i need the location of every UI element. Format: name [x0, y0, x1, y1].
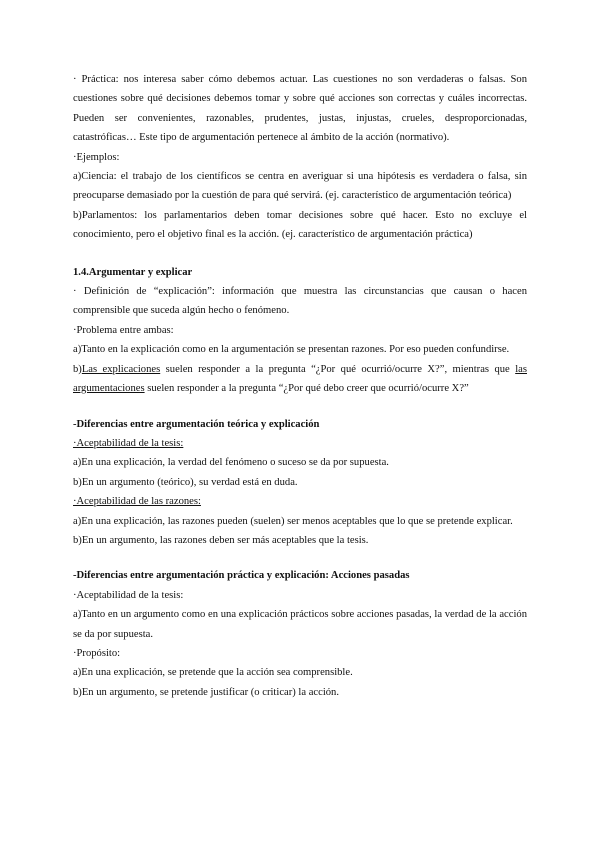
ejemplo-b: b)Parlamentos: los parlamentarios deben tomar decisiones sobre qué hacer. Esto no excluye el conocimiento, pero el objetivo final es la acción. (ej. característico de argumentación práctica): [73, 209, 527, 241]
underlined-explicaciones: Las explicaciones: [81, 363, 161, 375]
tesis-label-2: ·Aceptabilidad de la tesis:: [73, 589, 184, 601]
spacer: [73, 550, 527, 566]
proposito-a: a)En una explicación, se pretende que la acción sea comprensible.: [73, 667, 353, 679]
proposito-label: ·Propósito:: [73, 647, 121, 659]
razones-label: ·Aceptabilidad de las razones:: [73, 496, 201, 508]
problema-b-end: suelen responder a la pregunta “¿Por qué debo creer que ocurrió/ocurre X?”: [144, 383, 469, 395]
problema-a: a)Tanto en la explicación como en la argumentación se presentan razones. Por eso pueden confundirse.: [73, 344, 510, 356]
underlined-argumentaciones: las argumentaciones: [73, 363, 527, 395]
tesis-a-2: a)Tanto en un argumento como en una explicación prácticos sobre acciones pasadas, la verdad de la acción se da por supuesta.: [73, 609, 527, 640]
practica-paragraph: · Práctica: nos interesa saber cómo debemos actuar. Las cuestiones no son verdaderas o falsas. Son cuestiones sobre qué decisiones debemos tomar y sobre qué acciones son correctas y cuáles incorrectas. Pueden ser convenientes, razonables, prudentes, justas, injustas, crueles, desproporcionadas, catastróficas… Este tipo de argumentación pertenece al ámbito de la acción (normativo).: [73, 74, 527, 144]
problema-b: [73, 360, 527, 399]
spacer: [73, 399, 527, 415]
definicion-explicacion: · Definición de “explicación”: información que muestra las circunstancias que causan o hacen comprensible que suceda algún hecho o fenómeno.: [73, 286, 527, 317]
problema-label: ·Problema entre ambas:: [73, 324, 174, 336]
tesis-b: b)En un argumento (teórico), su verdad está en duda.: [73, 476, 298, 488]
ejemplos-label: ·Ejemplos:: [73, 151, 120, 163]
razones-b: b)En un argumento, las razones deben ser más aceptables que la tesis.: [73, 534, 369, 546]
ejemplo-a: a)Ciencia: el trabajo de los científicos se centra en averiguar si una hipótesis es verdadera o falsa, sin preocuparse demasiado por la cuestión de para qué servirá. (ej. característico de argumentación teórica): [73, 171, 527, 202]
problema-b-mid: suelen responder a la pregunta “¿Por qué ocurrió/ocurre X?”, mientras que: [160, 363, 516, 375]
heading-diferencias-practica: -Diferencias entre argumentación práctica y explicación: Acciones pasadas: [73, 570, 410, 582]
tesis-a: a)En una explicación, la verdad del fenómeno o suceso se da por supuesta.: [73, 457, 389, 469]
proposito-b: b)En un argumento, se pretende justificar (o criticar) la acción.: [73, 686, 340, 698]
problema-b-prefix: b): [73, 363, 82, 375]
heading-diferencias-teorica: -Diferencias entre argumentación teórica y explicación: [73, 418, 320, 430]
razones-a: a)En una explicación, las razones pueden (suelen) ser menos aceptables que lo que se pretende explicar.: [73, 515, 513, 527]
section-heading-argumentar-explicar: 1.4.Argumentar y explicar: [73, 266, 193, 278]
tesis-label: ·Aceptabilidad de la tesis:: [73, 437, 184, 449]
document-page: [73, 70, 527, 702]
spacer: [73, 245, 527, 263]
